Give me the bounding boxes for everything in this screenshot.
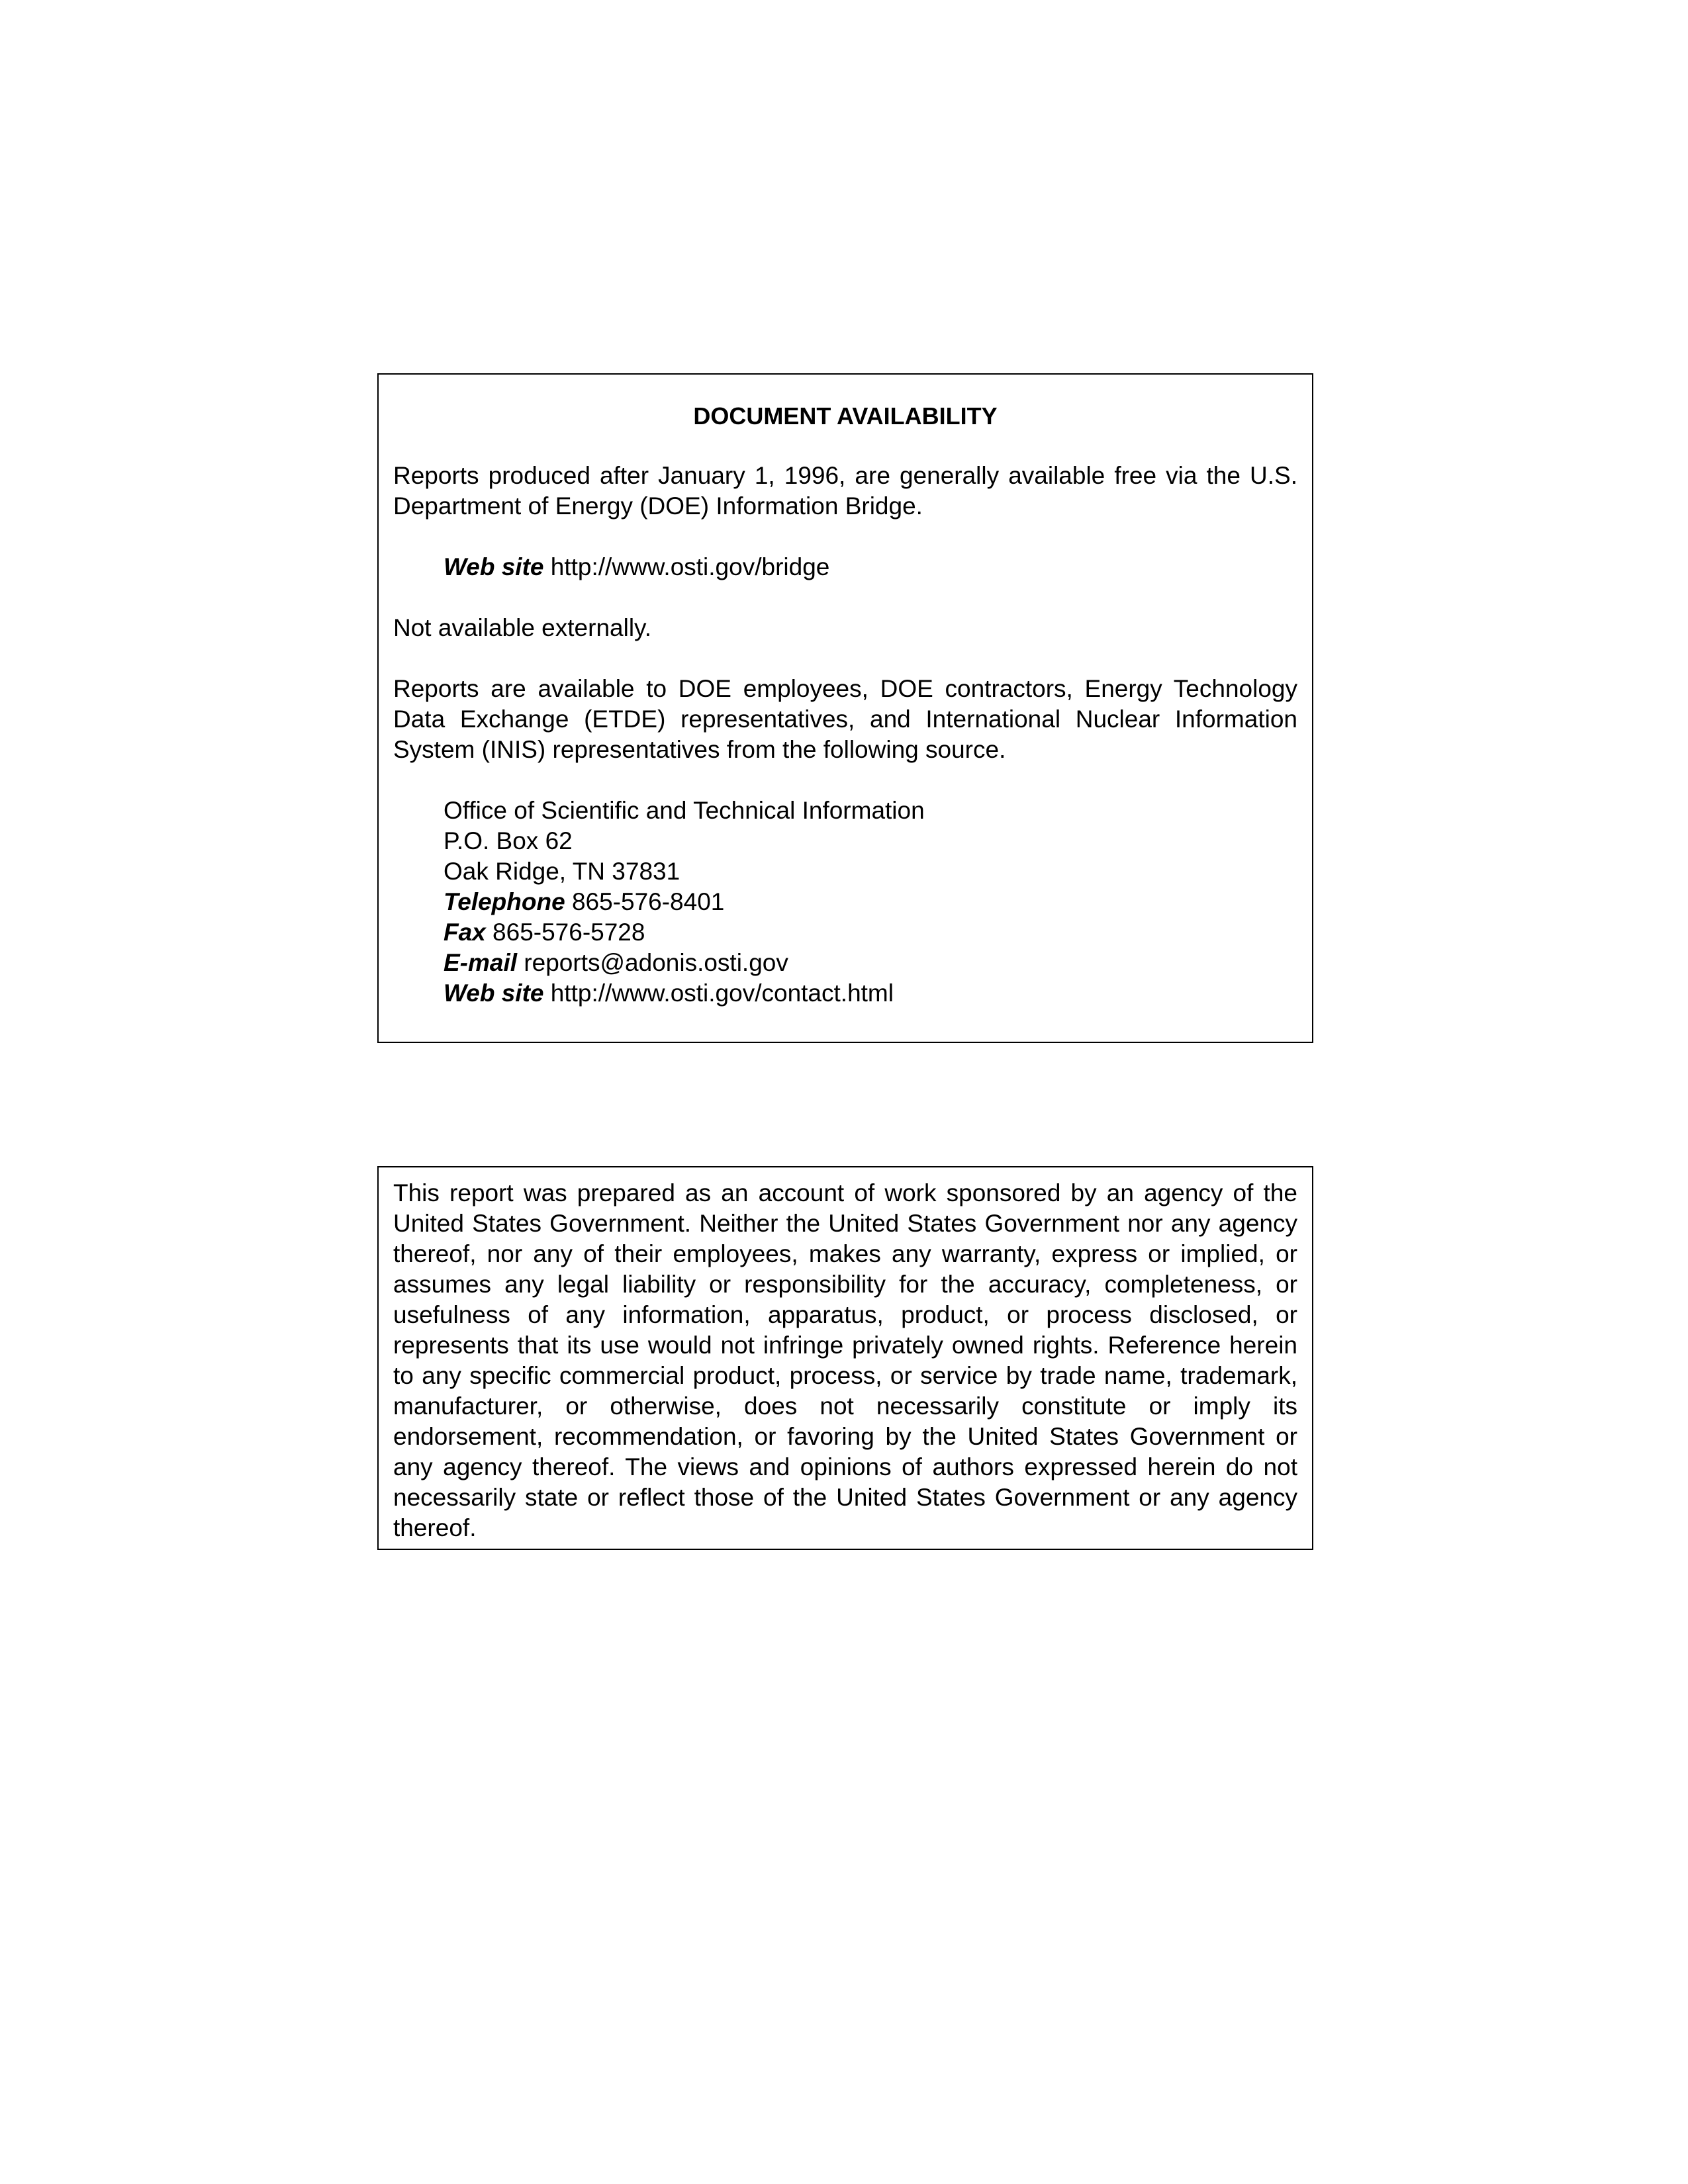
availability-heading: DOCUMENT AVAILABILITY — [693, 402, 998, 430]
email-line — [444, 948, 1297, 978]
bridge-website-line — [393, 552, 1297, 582]
telephone-line — [444, 887, 1297, 917]
fax-line — [444, 917, 1297, 948]
office-name: Office of Scientific and Technical Information — [444, 797, 925, 824]
email-label: E-mail — [444, 949, 518, 976]
document-availability-box — [377, 373, 1313, 1043]
contact-website-line — [444, 978, 1297, 1009]
email-address[interactable]: reports@adonis.osti.gov — [524, 949, 788, 976]
telephone-label: Telephone — [444, 888, 565, 915]
contact-website-url[interactable]: http://www.osti.gov/contact.html — [550, 979, 894, 1007]
fax-label: Fax — [444, 919, 486, 946]
contact-website-label: Web site — [444, 979, 544, 1007]
disclaimer-text: This report was prepared as an account of work sponsored by an agency of the United States Government. Neither the United States Government nor any agency thereof, nor any of their employees, makes any warranty, express or implied, or assumes any legal liability or responsibility for the accuracy, completeness, or usefulness of any information, apparatus, product, or process disclosed, or represents that its use would not infringe privately owned rights. Reference herein to any specific commercial product, process, or service by trade name, trademark, manufacturer, or otherwise, does not necessarily constitute or imply its endorsement, recommendation, or favoring by the United States Government or any agency thereof. The views and opinions of authors expressed herein do not necessarily state or reflect those of the United States Government or any agency thereof. — [393, 1179, 1297, 1541]
osti-address-block — [393, 796, 1297, 1009]
po-box: P.O. Box 62 — [444, 827, 573, 854]
bridge-website-label: Web site — [444, 553, 544, 580]
external-availability-note: Not available externally. — [393, 614, 652, 641]
availability-intro: Reports produced after January 1, 1996, are generally available free via the U.S. Department of Energy (DOE) Information Bridge. — [393, 462, 1297, 520]
reports-availability-text: Reports are available to DOE employees, DOE contractors, Energy Technology Data Exchange (ETDE) representatives, and International Nuclear Information System (INIS) representatives from the following source. — [393, 675, 1297, 763]
bridge-website-url[interactable]: http://www.osti.gov/bridge — [550, 553, 830, 580]
disclaimer-box — [377, 1166, 1313, 1550]
city-state-zip: Oak Ridge, TN 37831 — [444, 858, 680, 885]
telephone-number: 865-576-8401 — [571, 888, 725, 915]
fax-number: 865-576-5728 — [492, 919, 645, 946]
